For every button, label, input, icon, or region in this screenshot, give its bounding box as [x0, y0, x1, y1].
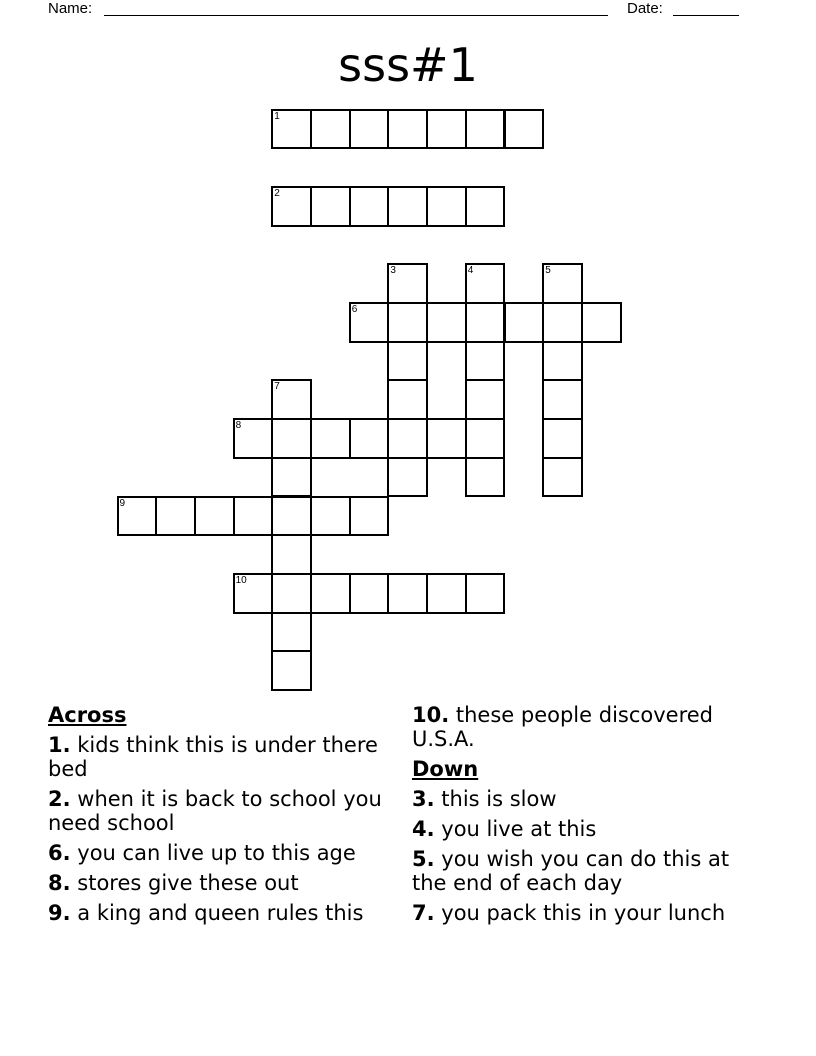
grid-cell[interactable]: [194, 496, 235, 537]
grid-cell[interactable]: [426, 186, 467, 227]
grid-cell[interactable]: [387, 263, 428, 304]
cell-number: 10: [235, 574, 247, 586]
grid-cell[interactable]: [465, 379, 506, 420]
clue-number: 10.: [412, 703, 450, 727]
grid-cell[interactable]: [465, 573, 506, 614]
clues-right-column: [412, 703, 752, 931]
grid-cell[interactable]: [542, 341, 583, 382]
grid-cell[interactable]: [426, 573, 467, 614]
grid-cell[interactable]: [426, 109, 467, 150]
grid-cell[interactable]: [542, 379, 583, 420]
clue-item: [412, 787, 752, 811]
grid-cell[interactable]: [465, 457, 506, 498]
grid-cell[interactable]: [155, 496, 196, 537]
date-label: Date:: [627, 0, 663, 17]
clue-item: [48, 733, 388, 781]
clue-number: 3.: [412, 787, 435, 811]
grid-cell[interactable]: [349, 186, 390, 227]
grid-cell[interactable]: [310, 109, 351, 150]
grid-cell[interactable]: [581, 302, 622, 343]
grid-cell[interactable]: [349, 573, 390, 614]
clue-number: 1.: [48, 733, 71, 757]
cell-number: 6: [351, 304, 358, 315]
grid-cell[interactable]: [504, 109, 545, 150]
grid-cell[interactable]: [310, 186, 351, 227]
grid-cell[interactable]: [465, 263, 506, 304]
grid-cell[interactable]: [465, 186, 506, 227]
grid-cell[interactable]: [542, 418, 583, 459]
clues-left-column: [48, 703, 388, 931]
grid-cell[interactable]: [349, 302, 390, 343]
grid-cell[interactable]: [387, 109, 428, 150]
grid-cell[interactable]: [233, 496, 274, 537]
grid-cell[interactable]: [387, 573, 428, 614]
grid-cell[interactable]: [349, 418, 390, 459]
grid-cell[interactable]: [271, 534, 312, 575]
grid-cell[interactable]: [426, 418, 467, 459]
cell-number: 4: [467, 265, 474, 277]
clue-number: 2.: [48, 787, 71, 811]
grid-cell[interactable]: [310, 418, 351, 459]
grid-cell[interactable]: [310, 496, 351, 537]
grid-cell[interactable]: [271, 496, 312, 537]
clue-text: you wish you can do this at the end of each day: [412, 847, 730, 895]
cell-number: 1: [274, 110, 280, 122]
clue-number: 5.: [412, 847, 435, 871]
clue-item: [48, 841, 388, 865]
grid-cell[interactable]: [542, 263, 583, 304]
grid-cell[interactable]: [271, 457, 312, 498]
cell-number: 2: [274, 187, 280, 199]
grid-cell[interactable]: [310, 573, 351, 614]
grid-cell[interactable]: [387, 379, 428, 420]
cell-number: 3: [390, 265, 396, 277]
grid-cell[interactable]: [387, 186, 428, 227]
grid-cell[interactable]: [271, 573, 312, 614]
clue-number: 9.: [48, 901, 71, 925]
clue-text: you can live up to this age: [70, 841, 356, 865]
grid-cell[interactable]: [465, 109, 506, 150]
clue-number: 7.: [412, 901, 435, 925]
clues-section: [48, 703, 748, 963]
grid-cell[interactable]: [271, 650, 312, 691]
cell-number: 5: [545, 265, 551, 277]
clue-item: [48, 901, 388, 925]
clue-item: [48, 871, 388, 895]
clue-heading: Across: [48, 703, 127, 727]
grid-cell[interactable]: [387, 341, 428, 382]
clue-item: [48, 787, 388, 835]
grid-cell[interactable]: [542, 302, 583, 343]
clue-heading: Down: [412, 757, 479, 781]
cell-number: 8: [235, 420, 242, 432]
grid-cell[interactable]: [387, 302, 428, 343]
grid-cell[interactable]: [465, 418, 506, 459]
grid-cell[interactable]: [233, 418, 274, 459]
clue-number: 4.: [412, 817, 435, 841]
grid-cell[interactable]: [271, 379, 312, 420]
clue-text: stores give these out: [70, 871, 299, 895]
clue-item: [412, 847, 752, 895]
grid-cell[interactable]: [426, 302, 467, 343]
grid-cell[interactable]: [387, 418, 428, 459]
grid-cell[interactable]: [349, 109, 390, 150]
clue-text: this is slow: [434, 787, 557, 811]
cell-number: 9: [119, 497, 126, 509]
grid-cell[interactable]: [504, 302, 545, 343]
cell-number: 7: [274, 381, 280, 393]
grid-cell[interactable]: [387, 457, 428, 498]
grid-cell[interactable]: [271, 418, 312, 459]
grid-cell[interactable]: [465, 302, 506, 343]
grid-cell[interactable]: [117, 496, 158, 537]
name-label: Name:: [48, 0, 93, 17]
grid-cell[interactable]: [271, 109, 312, 150]
clue-number: 6.: [48, 841, 71, 865]
clue-item: [412, 703, 752, 751]
clue-text: when it is back to school you need school: [48, 787, 382, 835]
clue-text: a king and queen rules this: [70, 901, 364, 925]
grid-cell[interactable]: [542, 457, 583, 498]
grid-cell[interactable]: [349, 496, 390, 537]
grid-cell[interactable]: [233, 573, 274, 614]
clue-item: [412, 901, 752, 925]
clue-item: [412, 817, 752, 841]
clue-number: 8.: [48, 871, 71, 895]
grid-cell[interactable]: [271, 186, 312, 227]
clue-text: these people discovered U.S.A.: [412, 703, 714, 751]
grid-cell[interactable]: [465, 341, 506, 382]
grid-cell[interactable]: [271, 612, 312, 653]
clue-text: you pack this in your lunch: [434, 901, 726, 925]
clue-text: you live at this: [434, 817, 597, 841]
puzzle-title: sss#1: [338, 38, 478, 92]
clue-text: kids think this is under there bed: [48, 733, 378, 781]
